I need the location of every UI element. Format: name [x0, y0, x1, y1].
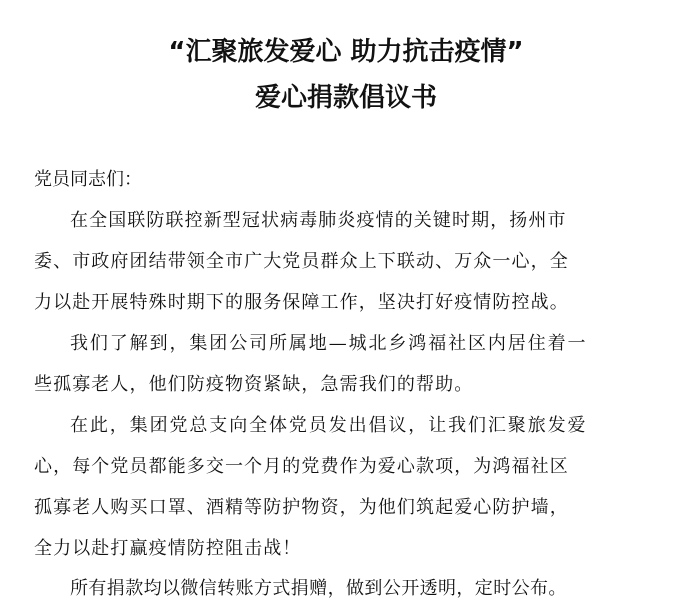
- document-title-line-2: 爱心捐款倡议书: [254, 83, 437, 113]
- paragraph-1-line-3: 力以赴开展特殊时期下的服务保障工作，坚决打好疫情防控战。: [34, 292, 569, 313]
- paragraph-2-line-2: 些孤寡老人，他们防疫物资紧缺，急需我们的帮助。: [34, 374, 474, 395]
- salutation: 党员同志们：: [34, 169, 142, 190]
- paragraph-2-line-1: 我们了解到，集团公司所属地—城北乡鸿福社区内居住着一: [70, 333, 588, 354]
- paragraph-3-line-4: 全力以赴打赢疫情防控阻击战！: [34, 538, 302, 559]
- paragraph-3-line-3: 孤寡老人购买口罩、酒精等防护物资，为他们筑起爱心防护墙，: [34, 497, 569, 518]
- paragraph-1-line-1: 在全国联防联控新型冠状病毒肺炎疫情的关键时期，扬州市: [70, 210, 567, 231]
- paragraph-1-line-2: 委、市政府团结带领全市广大党员群众上下联动、万众一心，全: [34, 251, 569, 272]
- paragraph-4-line-1: 所有捐款均以微信转账方式捐赠，做到公开透明，定时公布。: [70, 578, 567, 599]
- paragraph-3-line-2: 心，每个党员都能多交一个月的党费作为爱心款项，为鸿福社区: [34, 456, 569, 477]
- paragraph-3-line-1: 在此，集团党总支向全体党员发出倡议，让我们汇聚旅发爱: [70, 415, 588, 436]
- document-title-line-1: “汇聚旅发爱心 助力抗击疫情”: [168, 37, 524, 67]
